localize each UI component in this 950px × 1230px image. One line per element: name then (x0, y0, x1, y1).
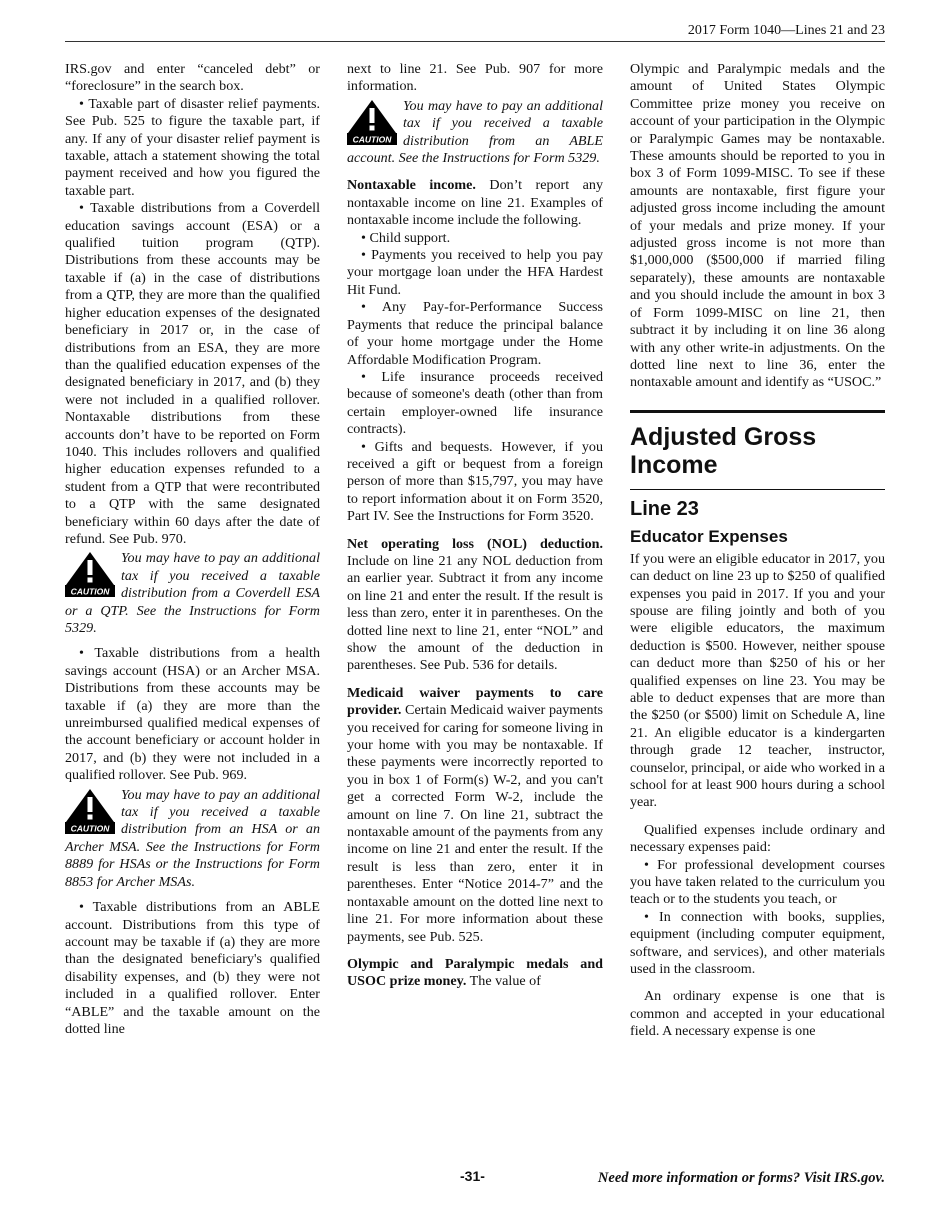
paragraph-body: Include on line 21 any NOL deduction from an earlier year. Subtract it from any income on line 21 and enter the result. If the result is less than zero, enter it in parentheses. On the dotted line next to line 21, enter “NOL” and show the amount of the deduction in parentheses. See Pub. 536 for details. (347, 552, 603, 674)
nol-paragraph (347, 536, 603, 675)
paragraph: Olympic and Paralympic medals and the amount of United States Olympic Committee prize money you receive on account of your participation in the Olympic or Paralympic Games may be nontaxable. These amounts should be reported to you in box 3 of Form 1099-MISC. To see if these amounts are nontaxable, first figure your adjusted gross income including the amount of your medals and prize money. If your adjusted gross income is not more than $1,000,000 ($500,000 if married filing separately), these amounts are nontaxable and you should include the amount in box 3 of Form 1099-MISC on line 21, then subtract it by including it on line 36 along with any other write-in adjustments. On the dotted line next to line 36, enter the nontaxable amount and identify as “USOC.” (630, 61, 885, 391)
section-heading: Adjusted Gross Income (630, 422, 817, 479)
bullet-disaster-relief: • Taxable part of disaster relief payments. See Pub. 525 to figure the taxable part, if any. If any of your disaster relief payment is taxable, attach a statement showing the total payment received and how you figured the taxable part. (65, 95, 320, 199)
caution-icon (347, 99, 397, 145)
paragraph-body: Don’t report any nontaxable income on line 21. Examples of nontaxable income include the following. (347, 177, 603, 229)
caution-icon (65, 788, 115, 834)
caution-note (65, 787, 320, 891)
bullet-professional-development: • For professional development courses you have taken related to the curriculum you teach or to the students you teach, or (630, 856, 885, 908)
bullet-pay-for-performance: • Any Pay-for-Performance Success Payments that reduce the principal balance of your home mortgage under the Home Affordable Modification Program. (347, 299, 603, 368)
run-in-heading: Nontaxable income. (347, 177, 476, 194)
run-in-heading: Medicaid waiver payments to care provider. (347, 684, 603, 719)
paragraph: next to line 21. See Pub. 907 for more information. (347, 61, 603, 95)
paragraph: IRS.gov and enter “canceled debt” or “foreclosure” in the search box. (65, 61, 320, 95)
column-1 (65, 61, 320, 1038)
footer-note: Need more information or forms? Visit IRS.gov. (597, 1170, 885, 1186)
paragraph: An ordinary expense is one that is common and accepted in your educational field. A necessary expense is one (630, 988, 885, 1040)
paragraph-body: Certain Medicaid waiver payments you received for caring for someone living in your home with you may be nontaxable. If these payments were incorrectly reported to you in box 1 of Form(s) W-2, and you can't get a corrected Form W-2, include the amount on line 7. On line 21, subtract the nontaxable amount of the payments from any income on line 21 and enter the result. If the result is less than zero, enter it in parentheses. Enter “Notice 2014-7” and the nontaxable amount on the dotted line next to line 21. For more information about these payments, see Pub. 525. (347, 702, 603, 945)
column-2 (347, 61, 603, 991)
bullet-child-support: • Child support. (361, 229, 451, 246)
bullet-hfa: • Payments you received to help you pay your mortgage loan under the HFA Hardest Hit Fund. (347, 247, 603, 298)
paragraph: Qualified expenses include ordinary and necessary expenses paid: (630, 821, 885, 856)
bullet-able-account: • Taxable distributions from an ABLE account. Distributions from this type of account may be taxable if (a) they are more than the designated beneficiary's qualified disability expenses, and (b) they were not included in a qualified rollover. Enter “ABLE” and the taxable amount on the dotted line (65, 899, 320, 1037)
paragraph-body: The value of (466, 973, 541, 990)
page-header: 2017 Form 1040—Lines 21 and 23 (65, 23, 885, 42)
column-3 (630, 61, 885, 1041)
bullet-gifts: • Gifts and bequests. However, if you received a gift or bequest from a foreign person of more than $15,797, you may have to report information about it on Form 3520, Part IV. See the Instructions for Form 3520. (347, 438, 603, 525)
page-number: -31- (460, 1168, 485, 1184)
bullet-hsa-msa: • Taxable distributions from a health savings account (HSA) or an Archer MSA. Distributions from these accounts may be taxable if (a) they are more than the unreimbursed qualified medical expenses of the account beneficiary or account holder in 2017, and (b) they were not included in a qualified rollover. See Pub. 969. (65, 645, 320, 784)
paragraph: If you were an eligible educator in 2017, you can deduct on line 23 up to $250 of qualified expenses you paid in 2017. If you and your spouse are filing jointly and both of you were eligible educators, the maximum deduction is $500. However, neither spouse can deduct more than $250 of his or her qualified expenses on line 23. You may be able to deduct expenses that are more than the $250 (or $500) limit on Schedule A, line 21. An eligible educator is a kindergarten through grade 12 teacher, instructor, counselor, principal, or aide who worked in a school for at least 900 hours during a school year. (630, 550, 886, 811)
bullet-classroom-materials: • In connection with books, supplies, equipment (including computer equipment, software, and services), and other materials used in the classroom. (630, 908, 885, 978)
caution-text: You may have to pay an additional tax if you received a taxable distribution from an HSA or an Archer MSA. See the Instructions for Form 8889 for HSAs or the Instructions for Form 8853 for Archer MSAs. (65, 786, 320, 890)
run-in-heading: Olympic and Paralympic medals and USOC prize money. (347, 955, 603, 990)
caution-note (65, 550, 320, 637)
caution-text: You may have to pay an additional tax if you received a taxable distribution from an ABLE account. See the Instructions for Form 5329. (347, 97, 603, 167)
heading-rule (630, 489, 885, 490)
bullet-life-insurance: • Life insurance proceeds received because of someone's death (other than from certain employer-owned life insurance contracts). (347, 368, 603, 438)
nontaxable-income-paragraph (347, 177, 603, 229)
caution-icon (65, 551, 115, 597)
run-in-heading: Net operating loss (NOL) deduction. (347, 535, 603, 552)
svg-text:CAUTION: CAUTION (352, 134, 392, 145)
section-rule (630, 410, 885, 413)
bullet-coverdell-qtp: • Taxable distributions from a Coverdell education savings account (ESA) or a qualified tuition program (QTP). Distributions from these accounts may be taxable if (a) in the case of distributions from a QTP, they are more than the qualified higher education expenses of the designated beneficiary in 2017 or, in the case of distributions from an ESA, they are more than the qualified education expenses of the designated beneficiary in 2017, and (b) they were not included in a qualified rollover. Nontaxable distributions from these accounts don’t have to be reported on Form 1040. This includes rollovers and qualified higher education expenses refunded to a student from a QTP that were recontributed to a QTP with the same designated beneficiary within 60 days after the date of refund. See Pub. 970. (65, 200, 320, 547)
medicaid-paragraph (347, 685, 603, 946)
svg-text:CAUTION: CAUTION (70, 823, 110, 834)
olympic-paragraph (347, 956, 603, 991)
subheading: Educator Expenses (630, 526, 788, 546)
caution-text: You may have to pay an additional tax if you received a taxable distribution from a Coverdell ESA or a QTP. See the Instructions for Form 5329. (65, 550, 320, 636)
caution-note (347, 98, 603, 168)
svg-text:CAUTION: CAUTION (70, 586, 110, 597)
line-heading: Line 23 (630, 497, 699, 520)
